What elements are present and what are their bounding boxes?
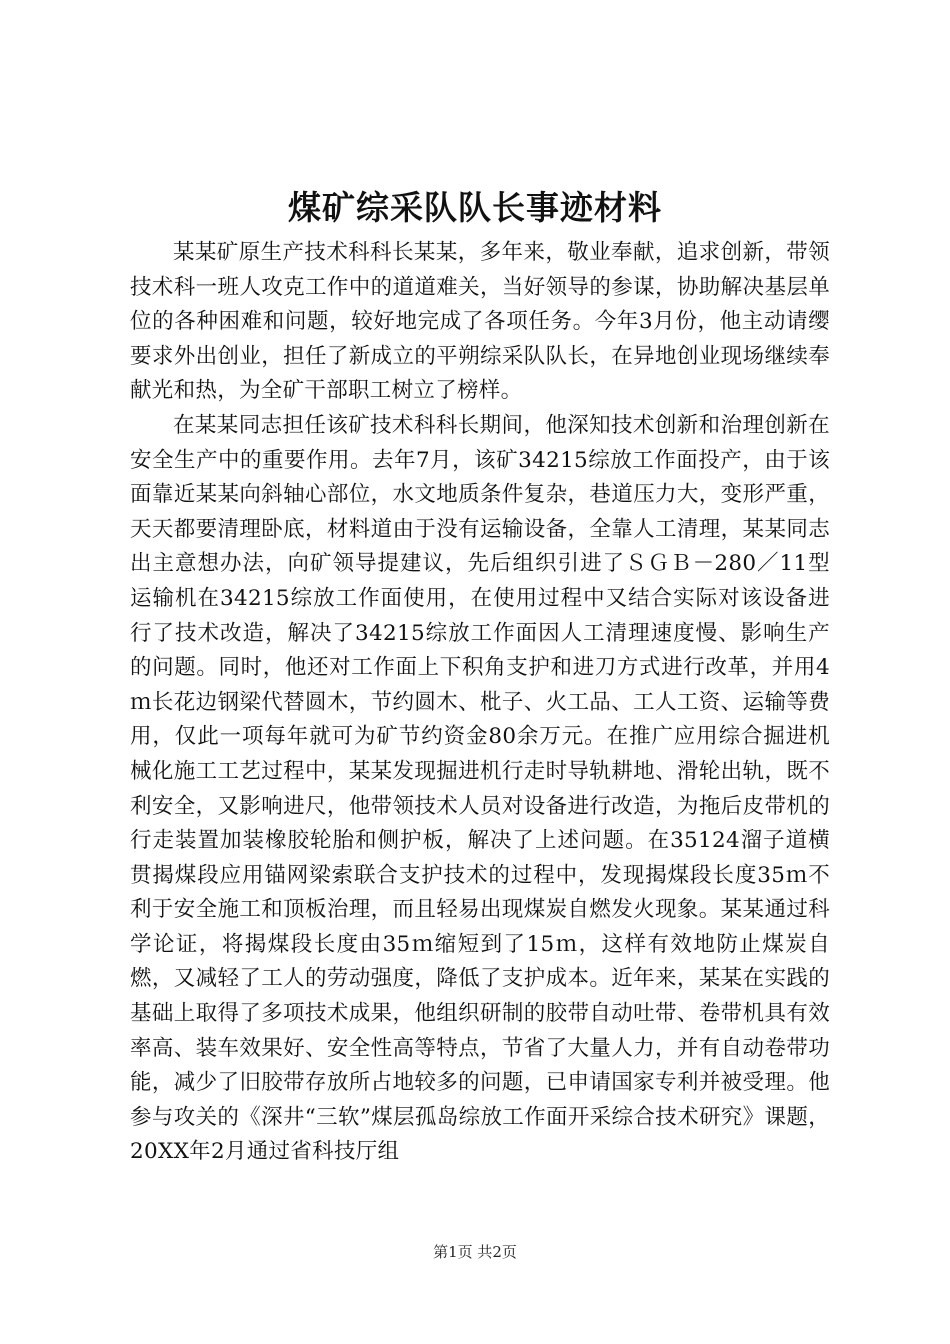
page-footer [0, 1240, 950, 1264]
page-number: 第1页 共2页 [433, 1243, 517, 1261]
paragraph-intro: 某某矿原生产技术科科长某某，多年来，敬业奉献，追求创新，带领技术科一班人攻克工作中的道道难关，当好领导的参谋，协助解决基层单位的各种困难和问题，较好地完成了各项任务。今年3月份，他主动请缨要求外出创业，担任了新成立的平朔综采队队长，在异地创业现场继续奉献光和热，为全矿干部职工树立了榜样。 [130, 240, 830, 404]
document-body [130, 236, 830, 1170]
document-title: 煤矿综采队队长事迹材料 [288, 188, 662, 227]
paragraph-achievements: 在某某同志担任该矿技术科科长期间，他深知技术创新和治理创新在安全生产中的重要作用。去年7月，该矿34215综放工作面投产，由于该面靠近某某向斜轴心部位，水文地质条件复杂，巷道压力大，变形严重，天天都要清理卧底，材料道由于没有运输设备，全靠人工清理，某某同志出主意想办法，向矿领导提建议，先后组织引进了ＳＧＢ－280／11型运输机在34215综放工作面使用，在使用过程中又结合实际对该设备进行了技术改造，解决了34215综放工作面因人工清理速度慢、影响生产的问题。同时，他还对工作面上下积角支护和进刀方式进行改革，并用4ｍ长花边钢梁代替圆木，节约圆木、枇子、火工品、工人工资、运输等费用，仅此一项每年就可为矿节约资金80余万元。在推广应用综合掘进机械化施工工艺过程中，某某发现掘进机行走时导轨耕地、滑轮出轨，既不利安全，又影响进尺，他带领技术人员对设备进行改造，为拖后皮带机的行走装置加装橡胶轮胎和侧护板，解决了上述问题。在35124溜子道横贯揭煤段应用锚网梁索联合支护技术的过程中，发现揭煤段长度35ｍ不利于安全施工和顶板治理，而且轻易出现煤炭自燃发火现象。某某通过科学论证，将揭煤段长度由35ｍ缩短到了15ｍ，这样有效地防止煤炭自燃，又减轻了工人的劳动强度，降低了支护成本。近年来，某某在实践的基础上取得了多项技术成果，他组织研制的胶带自动吐带、卷带机具有效率高、装车效果好、安全性高等特点，节省了大量人力，并有自动卷带功能，减少了旧胶带存放所占地较多的问题，已申请国家专利并被受理。他参与攻关的《深井“三软”煤层孤岛综放工作面开采综合技术研究》课题，20XX年2月通过省科技厅组 [130, 412, 830, 1165]
